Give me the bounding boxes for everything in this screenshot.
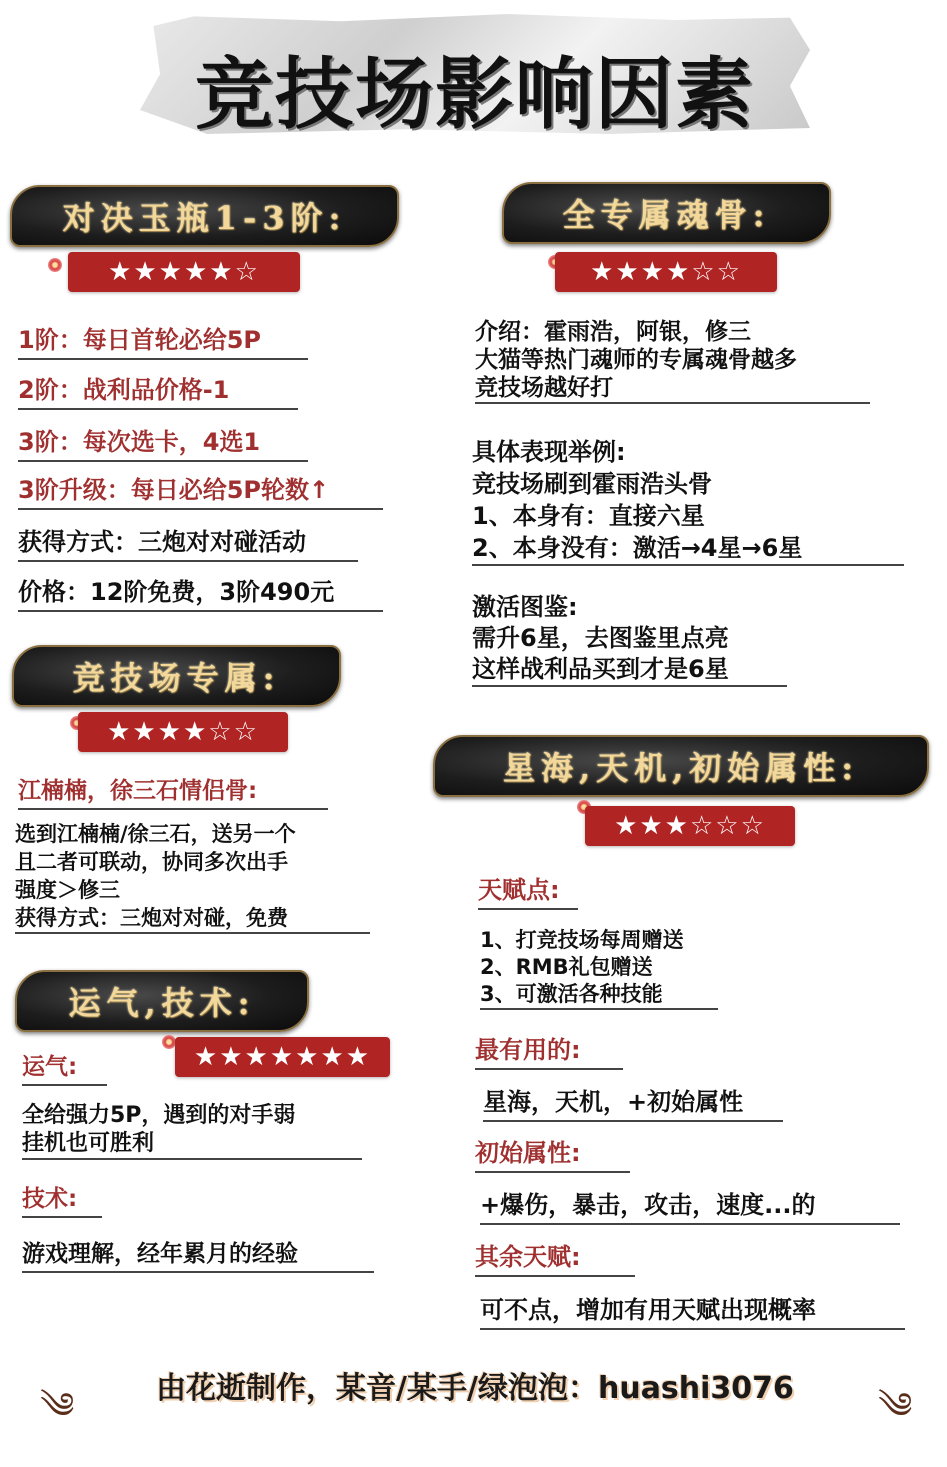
s4-example-line-3: 1、本身有：直接六星 <box>472 502 705 530</box>
s5-talent-label: 天赋点: <box>478 870 578 910</box>
s1-line-1: 1阶：每日首轮必给5P <box>18 320 308 360</box>
s4-intro <box>475 318 870 404</box>
flower-icon <box>162 1035 176 1049</box>
star-rating-luck-skill: ★★★★★★★ <box>175 1037 390 1077</box>
s4-atlas-line-3: 这样战利品买到才是6星 <box>472 654 787 687</box>
s3-luck-line-2: 挂机也可胜利 <box>22 1130 362 1160</box>
s3-skill-body: 游戏理解，经年累月的经验 <box>22 1235 374 1273</box>
banner-arena-exclusive-label: 竞技场专属: <box>72 659 281 697</box>
s5-talent-item-2: 2、RMB礼包赠送 <box>480 955 653 979</box>
s5-talent-item-3: 3、可激活各种技能 <box>480 981 718 1010</box>
star-rating-arena-exclusive: ★★★★☆☆ <box>78 712 288 752</box>
flower-icon <box>48 258 62 272</box>
swirl-right-icon: ༄ <box>878 1386 913 1427</box>
s5-talent-list <box>480 927 718 1010</box>
s2-body-line-4: 获得方式：三炮对对碰，免费 <box>15 904 370 934</box>
s4-intro-line-1: 介绍：霍雨浩，阿银，修三 <box>475 319 751 345</box>
s5-attr-label: 初始属性: <box>475 1133 630 1173</box>
s3-luck-label: 运气: <box>22 1048 107 1086</box>
banner-jade-bottle <box>10 185 399 247</box>
banner-exclusive-bones <box>502 182 831 244</box>
s4-example-line-4: 2、本身没有：激活→4星→6星 <box>472 532 904 566</box>
swirl-left-icon: ༄ <box>40 1386 75 1427</box>
s5-useful-label: 最有用的: <box>475 1030 623 1070</box>
s2-body-line-2: 且二者可联动，协同多次出手 <box>15 850 288 874</box>
s5-useful-body: 星海，天机，+初始属性 <box>483 1082 783 1122</box>
s1-line-2: 2阶：战利品价格-1 <box>18 370 298 410</box>
s4-atlas-line-2: 需升6星，去图鉴里点亮 <box>472 624 729 652</box>
s5-talent-item-1: 1、打竞技场每周赠送 <box>480 928 684 952</box>
s1-line-3: 3阶：每次选卡，4选1 <box>18 422 308 462</box>
s4-intro-line-3: 竞技场越好打 <box>475 374 870 404</box>
s1-line-4: 3阶升级：每日必给5P轮数↑ <box>18 470 383 510</box>
footer-credit: 由花逝制作，某音/某手/绿泡泡：huashi3076 <box>156 1371 794 1406</box>
banner-luck-skill <box>15 970 309 1032</box>
title-banner <box>140 14 810 140</box>
s1-line-5: 获得方式：三炮对对碰活动 <box>18 522 358 562</box>
s4-atlas <box>472 592 787 687</box>
s2-body-line-1: 选到江楠楠/徐三石，送另一个 <box>15 822 296 846</box>
s4-intro-line-2: 大猫等热门魂师的专属魂骨越多 <box>475 347 797 373</box>
s1-line-6: 价格：12阶免费，3阶490元 <box>18 572 383 612</box>
banner-jade-bottle-label: 对决玉瓶1-3阶: <box>62 199 347 237</box>
s4-atlas-line-1: 激活图鉴: <box>472 593 578 621</box>
page-title: 竞技场影响因素 <box>194 50 755 140</box>
s4-example-line-2: 竞技场刷到霍雨浩头骨 <box>472 470 712 498</box>
s2-heading: 江楠楠，徐三石情侣骨: <box>18 772 328 810</box>
banner-talents-label: 星海,天机,初始属性: <box>502 749 860 787</box>
star-rating-talents: ★★★☆☆☆ <box>585 806 795 846</box>
s3-luck-line-1: 全给强力5P，遇到的对手弱 <box>22 1103 296 1128</box>
banner-luck-skill-label: 运气,技术: <box>68 984 256 1022</box>
s2-body <box>15 820 370 934</box>
banner-exclusive-bones-label: 全专属魂骨: <box>562 196 771 234</box>
star-rating-exclusive-bones: ★★★★☆☆ <box>555 252 777 292</box>
s5-other-body: 可不点，增加有用天赋出现概率 <box>480 1290 905 1330</box>
star-rating-jade-bottle: ★★★★★☆ <box>68 252 300 292</box>
s3-luck-body <box>22 1102 362 1160</box>
s5-attr-body: +爆伤，暴击，攻击，速度...的 <box>480 1185 900 1225</box>
s3-skill-label: 技术: <box>22 1180 102 1218</box>
s5-other-label: 其余天赋: <box>475 1237 635 1277</box>
banner-talents <box>433 735 929 797</box>
banner-arena-exclusive <box>12 645 341 707</box>
s4-example <box>472 436 904 566</box>
s4-example-line-1: 具体表现举例: <box>472 438 626 466</box>
s2-body-line-3: 强度＞修三 <box>15 878 120 902</box>
